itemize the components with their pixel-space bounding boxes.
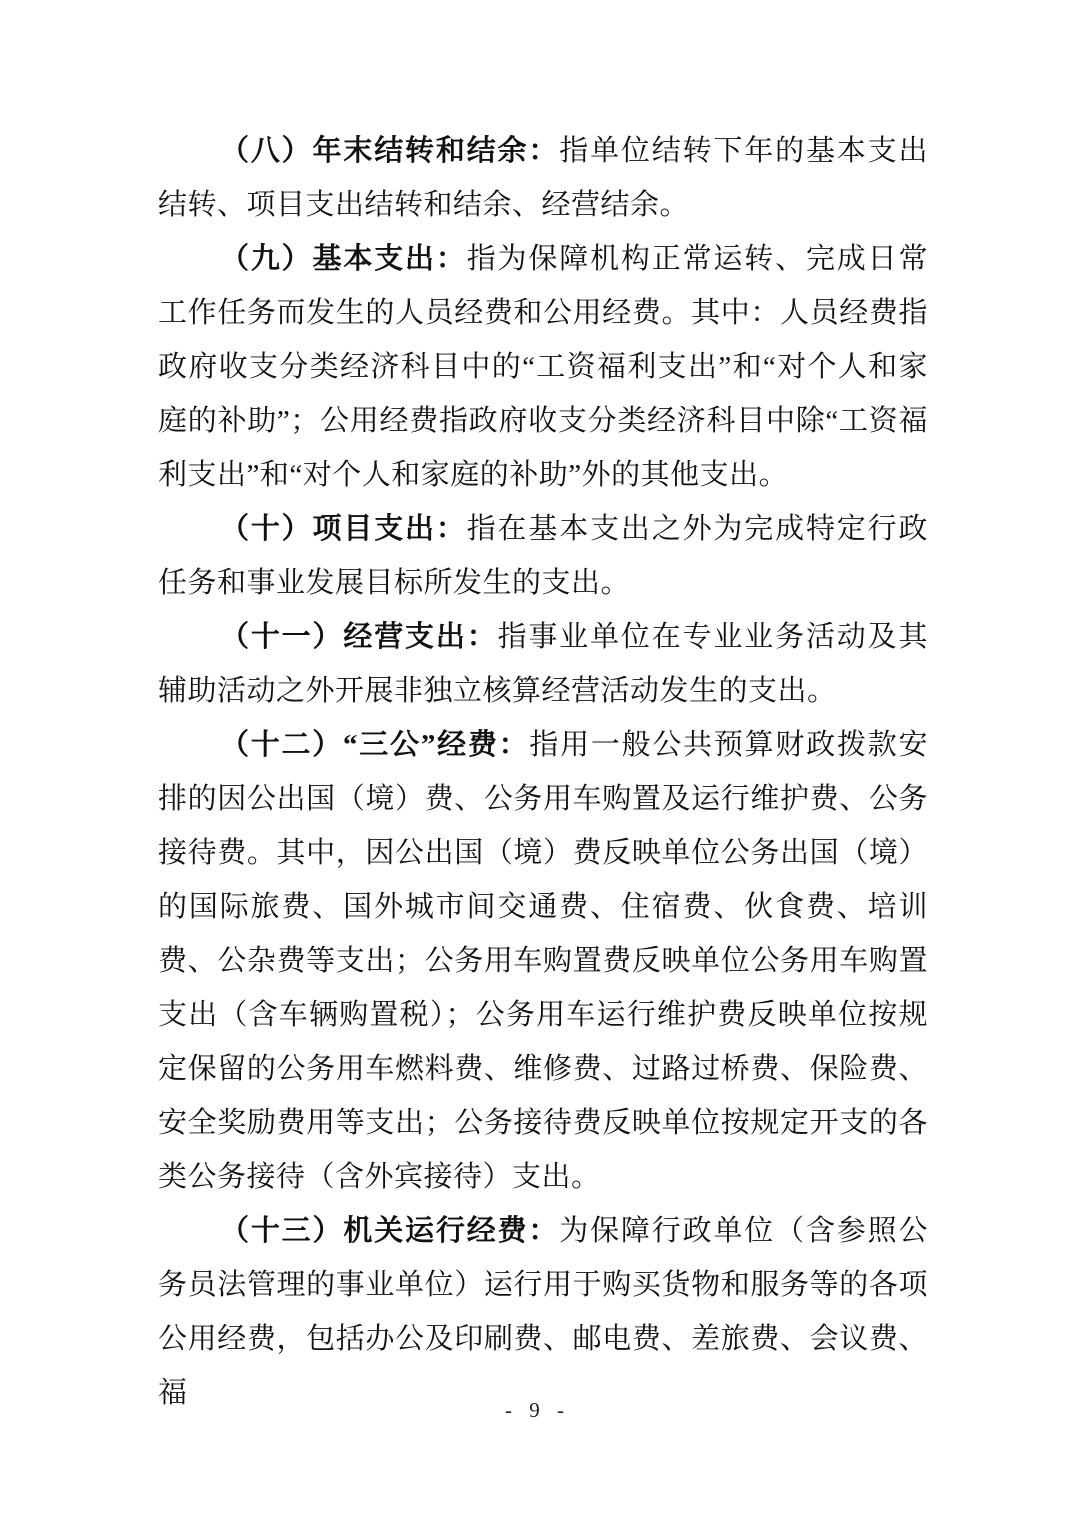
- paragraph-item-10: [158, 502, 928, 610]
- term-label: （十）项目支出：: [220, 513, 467, 545]
- paragraph-text: 指单位结转下年的基本支出结转、项目支出结转和结余、经营结余。: [158, 135, 928, 221]
- term-label: （八）年末结转和结余：: [220, 135, 560, 167]
- paragraph-item-11: [158, 610, 928, 718]
- paragraph-item-12: [158, 718, 928, 1204]
- term-label: （十三）机关运行经费：: [220, 1215, 560, 1247]
- page-number: - 9 -: [505, 1398, 570, 1422]
- paragraph-item-13: [158, 1204, 928, 1420]
- paragraph-item-9: [158, 232, 928, 502]
- paragraph-text: 指事业单位在专业业务活动及其辅助活动之外开展非独立核算经营活动发生的支出。: [158, 621, 928, 707]
- term-label: （十二）“三公”经费：: [220, 729, 530, 761]
- term-label: （九）基本支出：: [220, 243, 467, 275]
- paragraph-text: 指为保障机构正常运转、完成日常工作任务而发生的人员经费和公用经费。其中：人员经费指政府收支分类经济科目中的“工资福利支出”和“对个人和家庭的补助”；公用经费指政府收支分类经济科目中除“工资福利支出”和“对个人和家庭的补助”外的其他支出。: [158, 243, 928, 491]
- paragraph-text: 为保障行政单位（含参照公务员法管理的事业单位）运行用于购买货物和服务等的各项公用经费，包括办公及印刷费、邮电费、差旅费、会议费、福: [158, 1215, 928, 1409]
- document-body: [158, 124, 928, 1420]
- paragraph-item-8: [158, 124, 928, 232]
- paragraph-text: 指用一般公共预算财政拨款安排的因公出国（境）费、公务用车购置及运行维护费、公务接待费。其中，因公出国（境）费反映单位公务出国（境）的国际旅费、国外城市间交通费、住宿费、伙食费、培训费、公杂费等支出；公务用车购置费反映单位公务用车购置支出（含车辆购置税）；公务用车运行维护费反映单位按规定保留的公务用车燃料费、维修费、过路过桥费、保险费、安全奖励费用等支出；公务接待费反映单位按规定开支的各类公务接待（含外宾接待）支出。: [158, 729, 928, 1193]
- term-label: （十一）经营支出：: [220, 621, 498, 653]
- paragraph-text: 指在基本支出之外为完成特定行政任务和事业发展目标所发生的支出。: [158, 513, 928, 599]
